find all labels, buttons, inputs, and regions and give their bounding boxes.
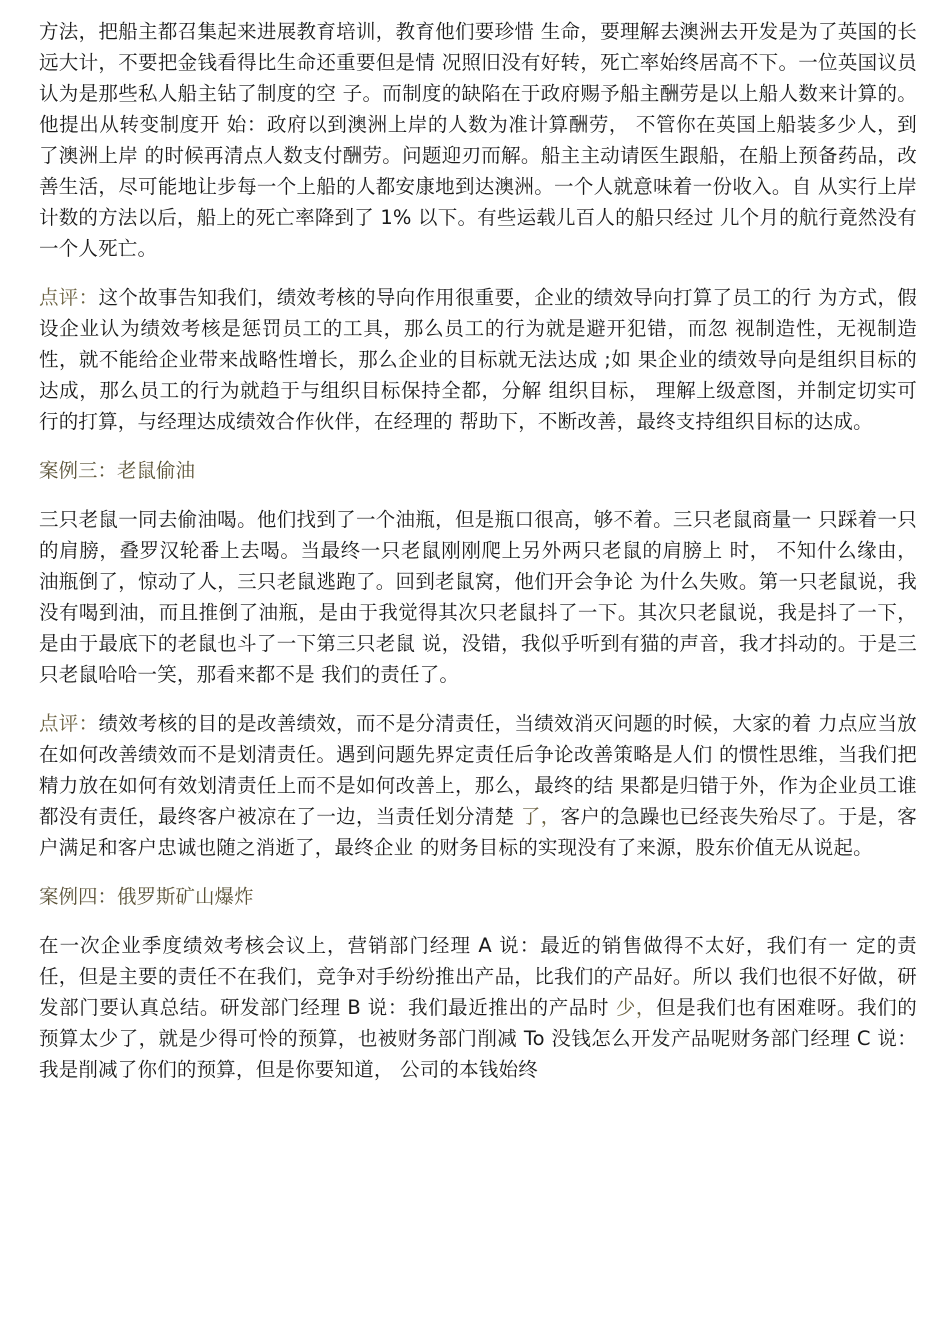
paragraph-comment-2 bbox=[39, 708, 917, 863]
case-4-text-part-c: 但是我们也有困难呀。我们的预算太少了，就是少得可怜的预算，也被财务部门削减 To 没钱怎么开发产品呢财务部门经理 C 说：我是削减了你们的预算，但是你要知道， 公司的本钱始终 bbox=[39, 996, 917, 1081]
document-page bbox=[39, 16, 917, 1085]
case-4-title: 案例四：俄罗斯矿山爆炸 bbox=[39, 885, 254, 908]
comment-label: 点评： bbox=[39, 286, 99, 309]
comment-label: 点评： bbox=[39, 712, 99, 735]
paragraph-comment-1 bbox=[39, 282, 917, 437]
comment-text-part-a: 绩效考核的目的是改善绩效，而不是分清责任，当绩效消灭问题的时候，大家的着 力点应当放在如何改善绩效而不是划清责任。遇到问题先界定责任后争论改善策略是人们 的惯性思维，当我们把精力放在如何有效划清责任上而不是如何改善上，那么，最终的结 果都是归错于外，作为企业员工谁都没有责任，最终客户被凉在了一边，当责任划分清楚 bbox=[39, 712, 917, 828]
paragraph-case-4 bbox=[39, 930, 917, 1085]
case-4-text-part-b: 少， bbox=[615, 996, 657, 1019]
comment-text-part-b: 了， bbox=[520, 805, 561, 828]
paragraph-story-conclusion: 方法，把船主都召集起来进展教育培训，教育他们要珍惜 生命，要理解去澳洲去开发是为了英国的长远大计，不要把金钱看得比生命还重要但是情 况照旧没有好转，死亡率始终居高不下。一位英国议员认为是那些私人船主钻了制度的空 子。而制度的缺陷在于政府赐予船主酬劳是以上船人数来计算的。他提出从转变制度开 始：政府以到澳洲上岸的人数为准计算酬劳， 不管你在英国上船装多少人，到了澳洲上岸 的时候再清点人数支付酬劳。问题迎刃而解。船主主动请医生跟船，在船上预备药品，改 善生活，尽可能地让步每一个上船的人都安康地到达澳洲。一个人就意味着一份收入。自 从实行上岸计数的方法以后，船上的死亡率降到了 1% 以下。有些运载儿百人的船只经过 儿个月的航行竟然没有一个人死亡。 bbox=[39, 20, 917, 260]
case-3-title: 案例三：老鼠偷油 bbox=[39, 459, 196, 482]
case-4-text-part-a: 在一次企业季度绩效考核会议上，营销部门经理 A 说：最近的销售做得不太好，我们有一 定的责任，但是主要的责任不在我们，竞争对手纷纷推出产品，比我们的产品好。所以 我们也很不好做，研发部门要认真总结。研发部门经理 B 说：我们最近推出的产品时 bbox=[39, 934, 917, 1019]
comment-text: 这个故事告知我们，绩效考核的导向作用很重要，企业的绩效导向打算了员工的行 为方式，假设企业认为绩效考核是惩罚员工的工具，那么员工的行为就是避开犯错，而忽 视制造性，无视制造性，就不能给企业带来战略性增长，那么企业的目标就无法达成 ;如 果企业的绩效导向是组织目标的达成，那么员工的行为就趋于与组织目标保持全都，分解 组织目标， 理解上级意图，并制定切实可行的打算，与经理达成绩效合作伙伴，在经理的 帮助下，不断改善，最终支持组织目标的达成。 bbox=[39, 286, 917, 433]
comment-text-part-c: 客户的急躁也已经丧失殆尽了。于是，客户满足和客户忠诚也随之消逝了，最终企业 的财务目标的实现没有了来源，股东价值无从说起。 bbox=[39, 805, 917, 859]
paragraph-case-3: 三只老鼠一同去偷油喝。他们找到了一个油瓶，但是瓶口很高，够不着。三只老鼠商量一 只踩着一只的肩膀，叠罗汉轮番上去喝。当最终一只老鼠刚刚爬上另外两只老鼠的肩膀上 时， 不知什么缘由，油瓶倒了，惊动了人，三只老鼠逃跑了。回到老鼠窝，他们开会争论 为什么失败。第一只老鼠说，我没有喝到油，而且推倒了油瓶，是由于我觉得其次只老鼠抖了一下。其次只老鼠说，我是抖了一下，是由于最底下的老鼠也斗了一下第三只老鼠 说，没错，我似乎听到有猫的声音，我才抖动的。于是三只老鼠哈哈一笑，那看来都不是 我们的责任了。 bbox=[39, 508, 917, 686]
